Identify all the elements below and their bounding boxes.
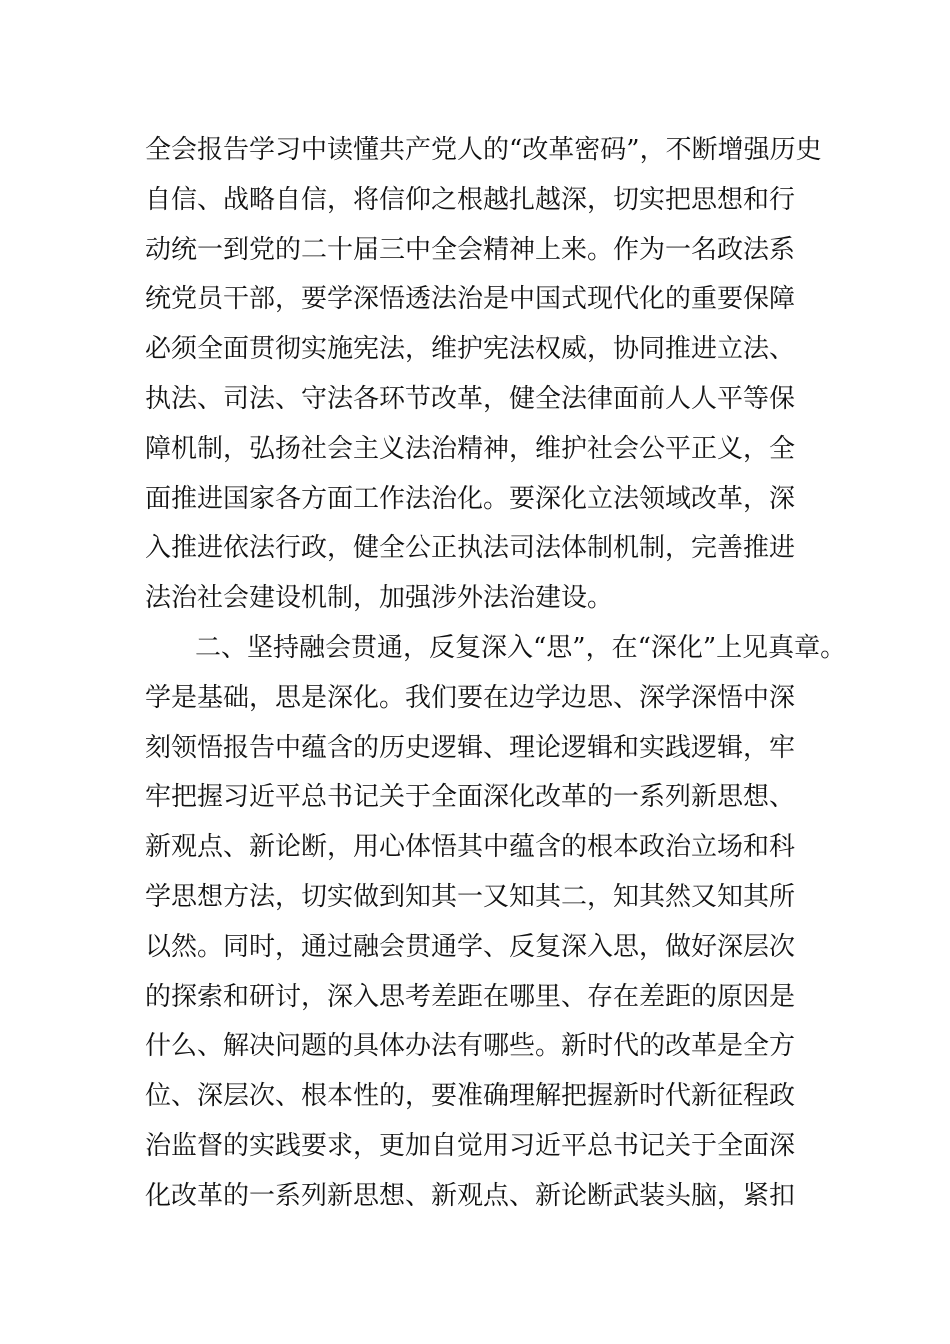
text-line: 治监督的实践要求，更加自觉用习近平总书记关于全面深 [145,1130,796,1161]
section-heading-line: 二、坚持融会贯通，反复深入“思”，在“深化”上见真章。 [195,632,847,663]
text-line: 执法、司法、守法各环节改革，健全法律面前人人平等保 [145,383,796,414]
text-line: 障机制，弘扬社会主义法治精神，维护社会公平正义，全 [145,433,796,464]
text-line: 自信、战略自信，将信仰之根越扎越深，切实把思想和行 [145,184,796,215]
text-line: 新观点、新论断，用心体悟其中蕴含的根本政治立场和科 [145,832,796,863]
text-line: 什么、解决问题的具体办法有哪些。新时代的改革是全方 [145,1031,796,1062]
text-line: 面推进国家各方面工作法治化。要深化立法领域改革，深 [145,483,796,514]
text-line: 统党员干部，要学深悟透法治是中国式现代化的重要保障 [145,284,796,315]
text-line: 学思想方法，切实做到知其一又知其二，知其然又知其所 [145,881,796,912]
text-line: 动统一到党的二十届三中全会精神上来。作为一名政法系 [145,234,796,265]
text-line: 刻领悟报告中蕴含的历史逻辑、理论逻辑和实践逻辑，牢 [145,732,796,763]
text-line: 化改革的一系列新思想、新观点、新论断武装头脑，紧扣 [145,1180,796,1211]
text-line: 法治社会建设机制，加强涉外法治建设。 [145,583,614,614]
text-line: 必须全面贯彻实施宪法，维护宪法权威，协同推进立法、 [145,334,796,365]
text-line: 的探索和研讨，深入思考差距在哪里、存在差距的原因是 [145,981,796,1012]
text-line: 牢把握习近平总书记关于全面深化改革的一系列新思想、 [145,782,796,813]
body-text [145,126,847,1222]
text-line: 位、深层次、根本性的，要准确理解把握新时代新征程政 [145,1081,796,1112]
text-line: 全会报告学习中读懂共产党人的“改革密码”，不断增强历史 [145,135,822,165]
text-line: 以然。同时，通过融会贯通学、反复深入思，做好深层次 [145,931,796,962]
text-line: 入推进依法行政，健全公正执法司法体制机制，完善推进 [145,533,796,564]
text-line: 学是基础，思是深化。我们要在边学边思、深学深悟中深 [145,682,796,713]
